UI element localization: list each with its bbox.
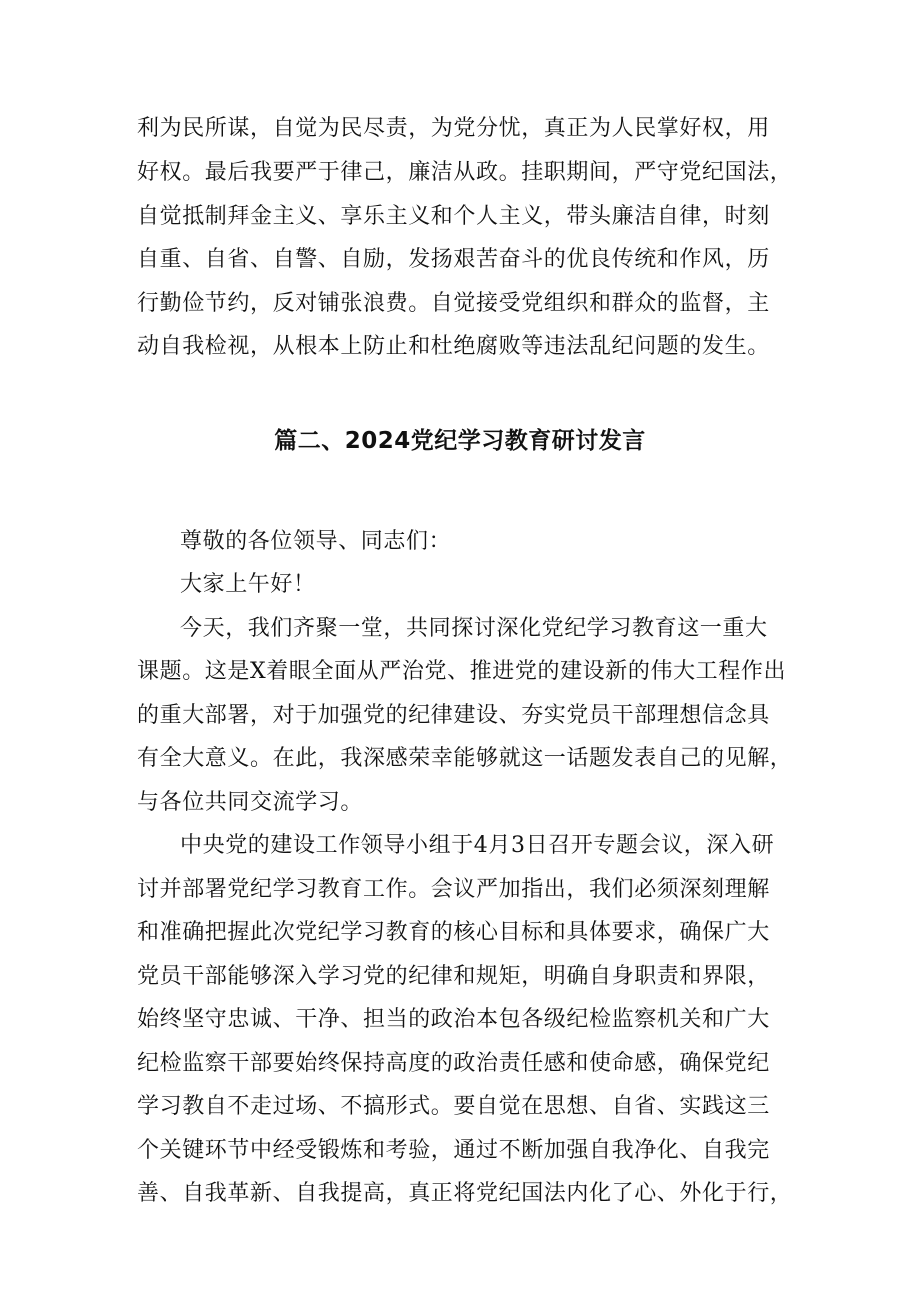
text-line: 行勤俭节约，反对铺张浪费。自觉接受党组织和群众的监督，主 bbox=[137, 291, 770, 316]
text-line: 与各位共同交流学习。 bbox=[137, 790, 364, 815]
text-line: 的重大部署，对于加强党的纪律建设、夯实党员干部理想信念具 bbox=[137, 703, 770, 728]
salutation: 尊敬的各位领导、同志们： bbox=[180, 529, 452, 554]
text-line: 讨并部署党纪学习教育工作。会议严加指出，我们必须深刻理解 bbox=[137, 877, 770, 902]
text-line: 中央党的建设工作领导小组于4月3日召开专题会议，深入研 bbox=[180, 833, 775, 858]
text-line: 好权。最后我要严于律己，廉洁从政。挂职期间，严守党纪国法， bbox=[137, 160, 793, 185]
text-line: 党员干部能够深入学习党的纪律和规矩，明确自身职责和界限， bbox=[137, 964, 770, 989]
text-line: 课题。这是X着眼全面从严治党、推进党的建设新的伟大工程作出 bbox=[137, 659, 787, 684]
text-line: 自觉抵制拜金主义、享乐主义和个人主义，带头廉洁自律，时刻 bbox=[137, 204, 770, 229]
text-line: 纪检监察干部要始终保持高度的政治责任感和使命感，确保党纪 bbox=[137, 1051, 770, 1076]
text-line: 有全大意义。在此，我深感荣幸能够就这一话题发表自己的见解， bbox=[137, 746, 793, 771]
text-line: 今天，我们齐聚一堂，共同探讨深化党纪学习教育这一重大 bbox=[180, 616, 768, 641]
text-line: 动自我检视，从根本上防止和杜绝腐败等违法乱纪问题的发生。 bbox=[137, 334, 770, 359]
text-line: 学习教自不走过场、不搞形式。要自觉在思想、自省、实践这三 bbox=[137, 1094, 770, 1119]
text-line: 利为民所谋，自觉为民尽责，为党分忧，真正为人民掌好权，用 bbox=[137, 116, 770, 141]
section-title: 篇二、2024党纪学习教育研讨发言 bbox=[274, 428, 646, 454]
text-line: 始终坚守忠诚、干净、担当的政治本包各级纪检监察机关和广大 bbox=[137, 1007, 770, 1032]
greeting: 大家上午好！ bbox=[180, 572, 316, 597]
text-line: 和准确把握此次党纪学习教育的核心目标和具体要求，确保广大 bbox=[137, 920, 770, 945]
text-line: 自重、自省、自警、自励，发扬艰苦奋斗的优良传统和作风，历 bbox=[137, 247, 770, 272]
text-line: 善、自我革新、自我提高，真正将党纪国法内化了心、外化于行， bbox=[137, 1181, 793, 1206]
text-line: 个关键环节中经受锻炼和考验，通过不断加强自我净化、自我完 bbox=[137, 1138, 770, 1163]
